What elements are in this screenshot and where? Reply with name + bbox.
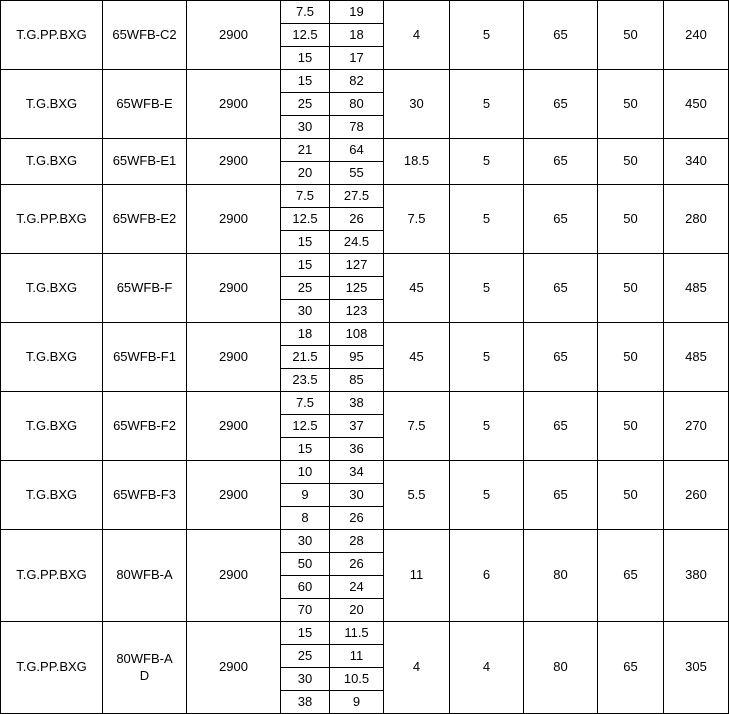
cell-flow: 7.5 — [281, 185, 330, 208]
cell-head: 34 — [330, 461, 384, 484]
cell-type-line1: 80WFB-A — [116, 651, 173, 667]
cell-head: 24 — [330, 576, 384, 599]
cell-flow: 12.5 — [281, 24, 330, 47]
cell-head: 55 — [330, 162, 384, 185]
cell-weight: 340 — [664, 139, 729, 185]
cell-head: 26 — [330, 507, 384, 530]
cell-speed: 2900 — [187, 70, 281, 139]
cell-flow: 18 — [281, 323, 330, 346]
cell-model: T.G.PP.BXG — [1, 1, 103, 70]
cell-weight: 270 — [664, 392, 729, 461]
cell-weight: 260 — [664, 461, 729, 530]
cell-weight: 485 — [664, 254, 729, 323]
cell-head: 78 — [330, 116, 384, 139]
cell-head: 18 — [330, 24, 384, 47]
cell-c: 50 — [598, 139, 664, 185]
table-row — [1, 461, 729, 484]
cell-head: 82 — [330, 70, 384, 93]
cell-flow: 15 — [281, 438, 330, 461]
cell-flow: 12.5 — [281, 415, 330, 438]
cell-power: 45 — [384, 323, 450, 392]
cell-head: 24.5 — [330, 231, 384, 254]
cell-head: 19 — [330, 1, 384, 24]
cell-head: 95 — [330, 346, 384, 369]
cell-flow: 30 — [281, 668, 330, 691]
cell-flow: 21 — [281, 139, 330, 162]
cell-flow: 15 — [281, 70, 330, 93]
cell-weight: 280 — [664, 185, 729, 254]
cell-c: 65 — [598, 530, 664, 622]
cell-head: 38 — [330, 392, 384, 415]
cell-a: 5 — [450, 461, 524, 530]
table-row — [1, 70, 729, 93]
cell-speed: 2900 — [187, 139, 281, 185]
cell-a: 6 — [450, 530, 524, 622]
cell-flow: 25 — [281, 277, 330, 300]
cell-head: 30 — [330, 484, 384, 507]
cell-type: 80WFB-A — [103, 530, 187, 622]
cell-speed: 2900 — [187, 461, 281, 530]
cell-model: T.G.BXG — [1, 392, 103, 461]
cell-c: 50 — [598, 70, 664, 139]
cell-flow: 15 — [281, 622, 330, 645]
cell-head: 10.5 — [330, 668, 384, 691]
cell-speed: 2900 — [187, 254, 281, 323]
cell-power: 4 — [384, 622, 450, 714]
cell-b: 65 — [524, 461, 598, 530]
cell-a: 5 — [450, 70, 524, 139]
cell-head: 108 — [330, 323, 384, 346]
table-row — [1, 530, 729, 553]
cell-head: 20 — [330, 599, 384, 622]
cell-weight: 450 — [664, 70, 729, 139]
cell-c: 50 — [598, 1, 664, 70]
cell-flow: 7.5 — [281, 392, 330, 415]
cell-flow: 23.5 — [281, 369, 330, 392]
cell-a: 5 — [450, 185, 524, 254]
cell-a: 5 — [450, 139, 524, 185]
cell-speed: 2900 — [187, 1, 281, 70]
cell-c: 50 — [598, 254, 664, 323]
cell-flow: 25 — [281, 93, 330, 116]
cell-b: 65 — [524, 185, 598, 254]
cell-model: T.G.BXG — [1, 139, 103, 185]
cell-flow: 30 — [281, 116, 330, 139]
cell-head: 85 — [330, 369, 384, 392]
cell-a: 5 — [450, 392, 524, 461]
cell-speed: 2900 — [187, 530, 281, 622]
cell-head: 37 — [330, 415, 384, 438]
cell-type: 65WFB-F2 — [103, 392, 187, 461]
cell-power: 45 — [384, 254, 450, 323]
cell-model: T.G.BXG — [1, 70, 103, 139]
cell-type: 65WFB-E — [103, 70, 187, 139]
cell-c: 50 — [598, 185, 664, 254]
cell-flow: 38 — [281, 691, 330, 714]
cell-power: 11 — [384, 530, 450, 622]
cell-flow: 7.5 — [281, 1, 330, 24]
cell-type: 65WFB-E1 — [103, 139, 187, 185]
cell-type: 65WFB-F — [103, 254, 187, 323]
cell-head: 127 — [330, 254, 384, 277]
cell-flow: 10 — [281, 461, 330, 484]
cell-c: 50 — [598, 461, 664, 530]
cell-speed: 2900 — [187, 185, 281, 254]
cell-speed: 2900 — [187, 323, 281, 392]
cell-b: 65 — [524, 1, 598, 70]
table-row — [1, 254, 729, 277]
table-row — [1, 323, 729, 346]
cell-head: 125 — [330, 277, 384, 300]
cell-head: 123 — [330, 300, 384, 323]
table-row — [1, 139, 729, 162]
cell-b: 65 — [524, 139, 598, 185]
table-row — [1, 622, 729, 645]
cell-weight: 485 — [664, 323, 729, 392]
cell-flow: 12.5 — [281, 208, 330, 231]
cell-a: 5 — [450, 254, 524, 323]
cell-flow: 15 — [281, 47, 330, 70]
cell-head: 27.5 — [330, 185, 384, 208]
cell-type-line2: D — [139, 667, 150, 683]
cell-speed: 2900 — [187, 622, 281, 714]
cell-c: 50 — [598, 323, 664, 392]
cell-flow: 50 — [281, 553, 330, 576]
table-row — [1, 185, 729, 208]
table-row — [1, 1, 729, 24]
cell-model: T.G.BXG — [1, 323, 103, 392]
cell-head: 11.5 — [330, 622, 384, 645]
cell-flow: 21.5 — [281, 346, 330, 369]
cell-a: 4 — [450, 622, 524, 714]
cell-power: 7.5 — [384, 392, 450, 461]
cell-head: 26 — [330, 208, 384, 231]
cell-b: 65 — [524, 254, 598, 323]
cell-flow: 20 — [281, 162, 330, 185]
cell-model: T.G.BXG — [1, 254, 103, 323]
table-row — [1, 392, 729, 415]
cell-power: 30 — [384, 70, 450, 139]
cell-head: 28 — [330, 530, 384, 553]
cell-flow: 8 — [281, 507, 330, 530]
cell-c: 50 — [598, 392, 664, 461]
cell-power: 18.5 — [384, 139, 450, 185]
cell-b: 65 — [524, 392, 598, 461]
cell-flow: 25 — [281, 645, 330, 668]
cell-head: 9 — [330, 691, 384, 714]
cell-power: 7.5 — [384, 185, 450, 254]
cell-flow: 30 — [281, 530, 330, 553]
cell-head: 36 — [330, 438, 384, 461]
table-body — [1, 1, 729, 714]
cell-flow: 30 — [281, 300, 330, 323]
cell-flow: 60 — [281, 576, 330, 599]
cell-power: 5.5 — [384, 461, 450, 530]
cell-weight: 305 — [664, 622, 729, 714]
cell-weight: 240 — [664, 1, 729, 70]
cell-b: 65 — [524, 70, 598, 139]
cell-b: 65 — [524, 323, 598, 392]
cell-flow: 9 — [281, 484, 330, 507]
cell-head: 17 — [330, 47, 384, 70]
cell-a: 5 — [450, 1, 524, 70]
cell-head: 11 — [330, 645, 384, 668]
cell-head: 80 — [330, 93, 384, 116]
cell-weight: 380 — [664, 530, 729, 622]
cell-type: 65WFB-C2 — [103, 1, 187, 70]
cell-c: 65 — [598, 622, 664, 714]
cell-type — [103, 622, 187, 714]
cell-b: 80 — [524, 622, 598, 714]
cell-type: 65WFB-F1 — [103, 323, 187, 392]
cell-flow: 15 — [281, 254, 330, 277]
cell-head: 26 — [330, 553, 384, 576]
cell-a: 5 — [450, 323, 524, 392]
cell-flow: 70 — [281, 599, 330, 622]
cell-model: T.G.PP.BXG — [1, 622, 103, 714]
cell-flow: 15 — [281, 231, 330, 254]
cell-head: 64 — [330, 139, 384, 162]
cell-b: 80 — [524, 530, 598, 622]
cell-power: 4 — [384, 1, 450, 70]
cell-model: T.G.PP.BXG — [1, 530, 103, 622]
cell-type: 65WFB-F3 — [103, 461, 187, 530]
cell-model: T.G.PP.BXG — [1, 185, 103, 254]
cell-type: 65WFB-E2 — [103, 185, 187, 254]
cell-speed: 2900 — [187, 392, 281, 461]
cell-model: T.G.BXG — [1, 461, 103, 530]
